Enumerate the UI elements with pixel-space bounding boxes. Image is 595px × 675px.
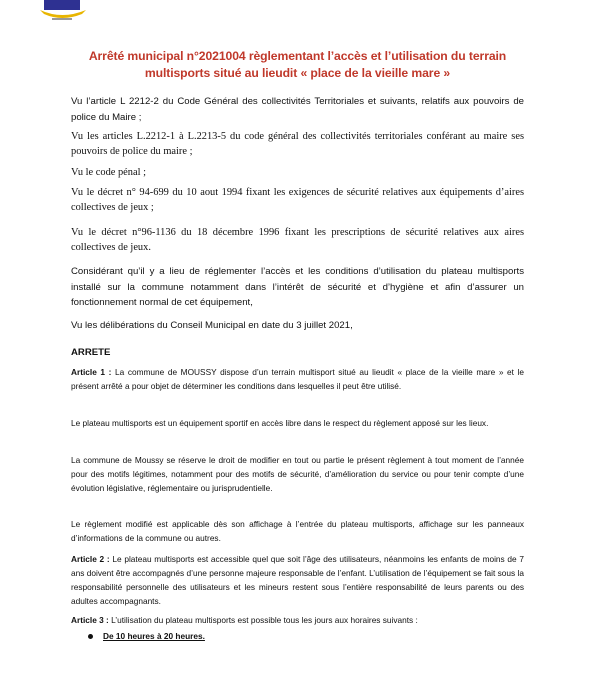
visa-2: Vu les articles L.2212-1 à L.2213-5 du code général des collectivités territoriales conférant au maire ses pouvoirs de police du maire ; [71, 131, 524, 157]
article-3 [71, 613, 524, 627]
decree-heading: ARRETE [71, 347, 111, 358]
hours-list-item [88, 629, 205, 643]
article-1-paragraph-2: Le plateau multisports est un équipement sportif en accès libre dans le respect du règlement apposé sur les lieux. [71, 418, 489, 428]
article-1-label: Article 1 : [71, 367, 112, 377]
article-1-paragraph-4: Le règlement modifié est applicable dès son affichage à l’entrée du plateau multisports, affichage sur les panneaux d’informations de la commune ou autres. [71, 519, 524, 543]
article-3-label: Article 3 : [71, 615, 109, 625]
deliberations-paragraph: Vu les délibérations du Conseil Municipal en date du 3 juillet 2021, [71, 320, 353, 331]
considering-paragraph: Considérant qu’il y a lieu de réglementer l’accès et les conditions d’utilisation du plateau multisports installé sur la commune notamment dans l’intérêt de sécurité et d’hygiène et afin d’assurer un fonctionnement normal de cet équipement, [71, 266, 524, 308]
visa-3: Vu le code pénal ; [71, 167, 146, 178]
visa-5: Vu le décret n°96-1136 du 18 décembre 1996 fixant les prescriptions de sécurité relatives aux aires collectives de jeux. [71, 227, 524, 253]
visa-4: Vu le décret n° 94-699 du 10 aout 1994 fixant les exigences de sécurité relatives aux équipements d’aires collectives de jeux ; [71, 187, 524, 213]
article-1-text: La commune de MOUSSY dispose d’un terrain multisport situé au lieudit « place de la vieille mare » et le présent arrêté a pour objet de déterminer les conditions dans lesquelles il peut être utilisé. [71, 367, 525, 391]
article-3-text: L’utilisation du plateau multisports est possible tous les jours aux horaires suivants : [108, 615, 418, 625]
article-2-text: Le plateau multisports est accessible quel que soit l’âge des utilisateurs, néanmoins les enfants de moins de 7 ans doivent être accompagnés d’une personne majeure responsable de l’enfant. L’utilisation de l’équipement se fait sous la responsabilité personnelle des utilisateurs et les mineurs restent sous l’entière responsabilité de leurs parents ou des adultes accompagnants. [71, 554, 524, 606]
bullet-icon [88, 634, 93, 639]
title-line-1: Arrêté municipal n°2021004 règlementant l’accès et l’utilisation du terrain [88, 49, 507, 63]
article-2 [71, 552, 524, 608]
article-2-label: Article 2 : [71, 554, 110, 564]
article-1-paragraph-3: La commune de Moussy se réserve le droit de modifier en tout ou partie le présent règlement à tout moment de l’année pour des motifs légitimes, notamment pour des motifs de sécurité, d’amélioration du service ou pour tenir compte d’une évolution législative, réglementaire ou jurisprudentielle. [71, 455, 524, 493]
article-1 [71, 365, 524, 393]
decree-title [70, 48, 525, 82]
hours-text: De 10 heures à 20 heures. [103, 631, 205, 641]
visa-1: Vu l’article L 2212-2 du Code Général des collectivités Territoriales et suivants, relatifs aux pouvoirs de police du Maire ; [71, 96, 524, 123]
municipal-logo [30, 0, 96, 26]
title-line-2: multisports situé au lieudit « place de la vieille mare » [144, 66, 451, 80]
